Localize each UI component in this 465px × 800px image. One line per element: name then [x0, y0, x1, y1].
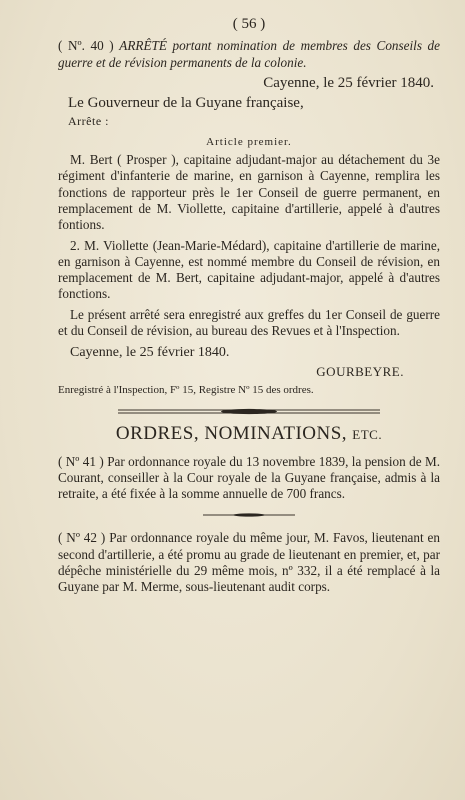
decree-paragraph-2: 2. M. Viollette (Jean-Marie-Médard), capitaine d'artillerie de marine, en garnison à Cayenne, est nommé membre du Conseil de révision, en remplacement de M. Bert, capitaine adjudant-major, appelé à d'autres fonctions.	[58, 237, 440, 302]
decree-paragraph-3: Le présent arrêté sera enregistré aux greffes du 1er Conseil de guerre et du Conseil de révision, au bureau des Revues et à l'Inspection.	[58, 306, 440, 339]
ornamental-rule	[58, 404, 440, 418]
governor-line: Le Gouverneur de la Guyane française,	[68, 95, 304, 112]
article-label: Article premier.	[206, 135, 292, 148]
entry-41-number: ( Nº 41 )	[58, 453, 104, 469]
page-content	[58, 16, 440, 600]
entry-42	[58, 530, 440, 595]
decree-place-date: Cayenne, le 25 février 1840.	[263, 74, 434, 91]
page-number: ( 56 )	[232, 16, 266, 32]
decree-paragraph-1: M. Bert ( Prosper ), capitaine adjudant-major au détachement du 3e régiment d'infanterie de marine, en garnison à Cayenne, remplira les fonctions de rapporteur près le 1er Conseil de guerre permanent, en remplacement de M. Viollette, capitaine d'artillerie, appelé à d'autres fontions.	[58, 152, 440, 233]
registration-note: Enregistré à l'Inspection, Fº 15, Registre Nº 15 des ordres.	[58, 383, 314, 396]
arrete-label: Arrête :	[68, 114, 109, 129]
signature: GOURBEYRE.	[316, 363, 404, 379]
sign-place-date: Cayenne, le 25 février 1840.	[70, 345, 230, 361]
decree-heading	[58, 38, 440, 71]
ornament-short-rule-icon	[58, 508, 440, 522]
entry-41-text: Par ordonnance royale du 13 novembre 1839, la pension de M. Courant, conseiller à la Cour royale de la Guyane française, admis à la retraite, a été fixée à la somme annuelle de 700 francs.	[58, 453, 440, 502]
short-rule	[58, 508, 440, 522]
section-title-main: ORDRES, NOMINATIONS,	[115, 423, 348, 445]
section-title	[58, 423, 440, 445]
entry-42-number: ( Nº 42 )	[58, 530, 106, 546]
entry-41	[58, 454, 440, 503]
section-title-etc: ETC.	[352, 427, 383, 443]
entry-42-text: Par ordonnance royale du même jour, M. Favos, lieutenant en second d'artillerie, a été promu au grade de lieutenant en premier, et, par dépêche ministérielle du 29 même mois, nº 332, il a été remplacé à la Guyane par M. Merme, sous-lieutenant audit corps.	[58, 530, 441, 595]
decree-title: ARRÊTÉ portant nomination de membres des Conseils de guerre et de révision permanents de la colonie.	[58, 38, 440, 70]
ornament-double-rule-icon	[58, 404, 440, 418]
decree-number: ( Nº. 40 )	[58, 38, 114, 54]
